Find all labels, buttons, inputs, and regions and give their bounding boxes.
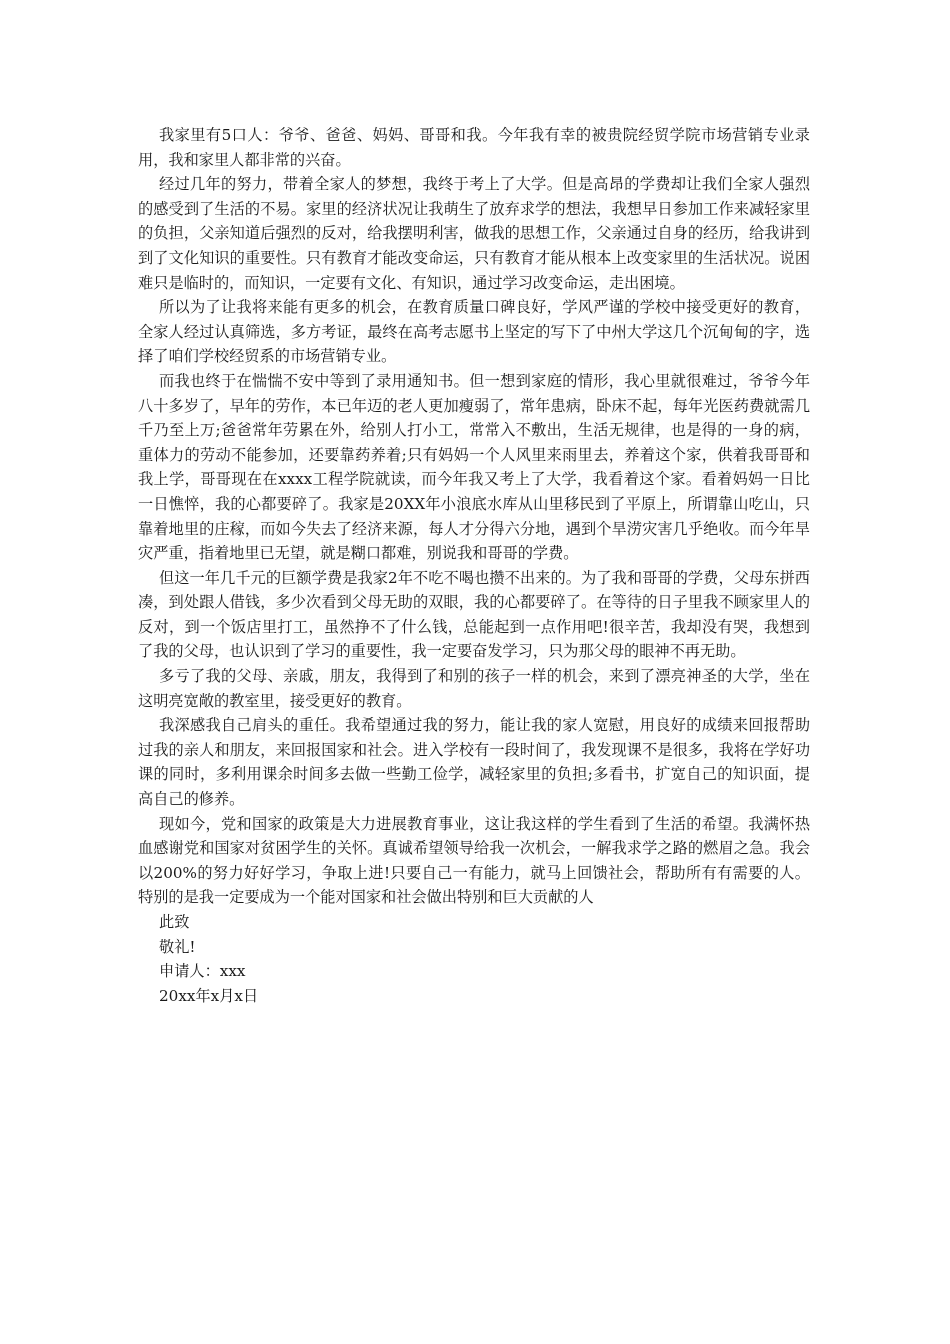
paragraph-school-choice: 所以为了让我将来能有更多的机会，在教育质量口碑良好，学风严谨的学校中接受更好的教育，全家人经过认真筛选，多方考证，最终在高考志愿书上坚定的写下了中州大学这几个沉甸甸的字，选择了咱们学校经贸系的市场营销专业。	[138, 298, 810, 366]
closing-salute: 敬礼!	[159, 937, 196, 956]
applicant-signature: 申请人：xxx	[159, 962, 246, 981]
paragraph-family-hardship: 而我也终于在惴惴不安中等到了录用通知书。但一想到家庭的情形，我心里就很难过，爷爷今年八十多岁了，早年的劳作，本已年迈的老人更加瘦弱了，常年患病，卧床不起，每年光医药费就需几千乃至上万;爸爸常年劳累在外，给别人打小工，常常入不敷出，生活无规律，也是得的一身的病，重体力的劳动不能参加，还要靠药养着;只有妈妈一个人风里来雨里去，养着这个家，供着我哥哥和我上学，哥哥现在在xxxx工程学院就读，而今年我又考上了大学，我看着这个家。看着妈妈一日比一日憔悴，我的心都要碎了。我家是20XX年小浪底水库从山里移民到了平原上，所谓靠山吃山，只靠着地里的庄稼，而如今失去了经济来源，每人才分得六分地，遇到个旱涝灾害几乎绝收。而今年旱灾严重，指着地里已无望，就是糊口都难，别说我和哥哥的学费。	[138, 371, 810, 563]
paragraph-college-entrance: 经过几年的努力，带着全家人的梦想，我终于考上了大学。但是高昂的学费却让我们全家人强烈的感受到了生活的不易。家里的经济状况让我萌生了放弃求学的想法，我想早日参加工作来减轻家里的负担，父亲知道后强烈的反对，给我摆明利害，做我的思想工作，父亲通过自身的经历，给我讲到到了文化知识的重要性。只有教育才能改变命运，只有教育才能从根本上改变家里的生活状况。说困难只是临时的，而知识，一定要有文化、有知识，通过学习改变命运，走出困境。	[138, 175, 810, 292]
paragraph-gratitude: 多亏了我的父母、亲戚，朋友，我得到了和别的孩子一样的机会，来到了漂亮神圣的大学，坐在这明亮宽敞的教室里，接受更好的教育。	[138, 667, 810, 710]
paragraph-request: 现如今，党和国家的政策是大力进展教育事业，这让我这样的学生看到了生活的希望。我满怀热血感谢党和国家对贫困学生的关怀。真诚希望领导给我一次机会，一解我求学之路的燃眉之急。我会以200%的努力好好学习，争取上进!只要自己一有能力，就马上回馈社会，帮助所有有需要的人。特别的是我一定要成为一个能对国家和社会做出特别和巨大贡献的人	[138, 814, 810, 907]
letter-body	[138, 123, 810, 1008]
letter-date: 20xx年x月x日	[159, 986, 259, 1005]
paragraph-tuition: 但这一年几千元的巨额学费是我家2年不吃不喝也攒不出来的。为了我和哥哥的学费，父母东拼西凑，到处跟人借钱，多少次看到父母无助的双眼，我的心都要碎了。在等待的日子里我不顾家里人的反对，到一个饭店里打工，虽然挣不了什么钱，总能起到一点作用吧!很辛苦，我却没有哭，我想到了我的父母，也认识到了学习的重要性，我一定要奋发学习，只为那父母的眼神不再无助。	[138, 568, 810, 661]
paragraph-family: 我家里有5口人：爷爷、爸爸、妈妈、哥哥和我。今年我有幸的被贵院经贸学院市场营销专业录用，我和家里人都非常的兴奋。	[138, 126, 810, 169]
paragraph-responsibility: 我深感我自己肩头的重任。我希望通过我的努力，能让我的家人宽慰，用良好的成绩来回报帮助过我的亲人和朋友，来回报国家和社会。进入学校有一段时间了，我发现课不是很多，我将在学好功课的同时，多利用课余时间多去做一些勤工俭学，减轻家里的负担;多看书，扩宽自己的知识面，提高自己的修养。	[138, 716, 810, 809]
closing-greeting: 此致	[159, 913, 190, 931]
